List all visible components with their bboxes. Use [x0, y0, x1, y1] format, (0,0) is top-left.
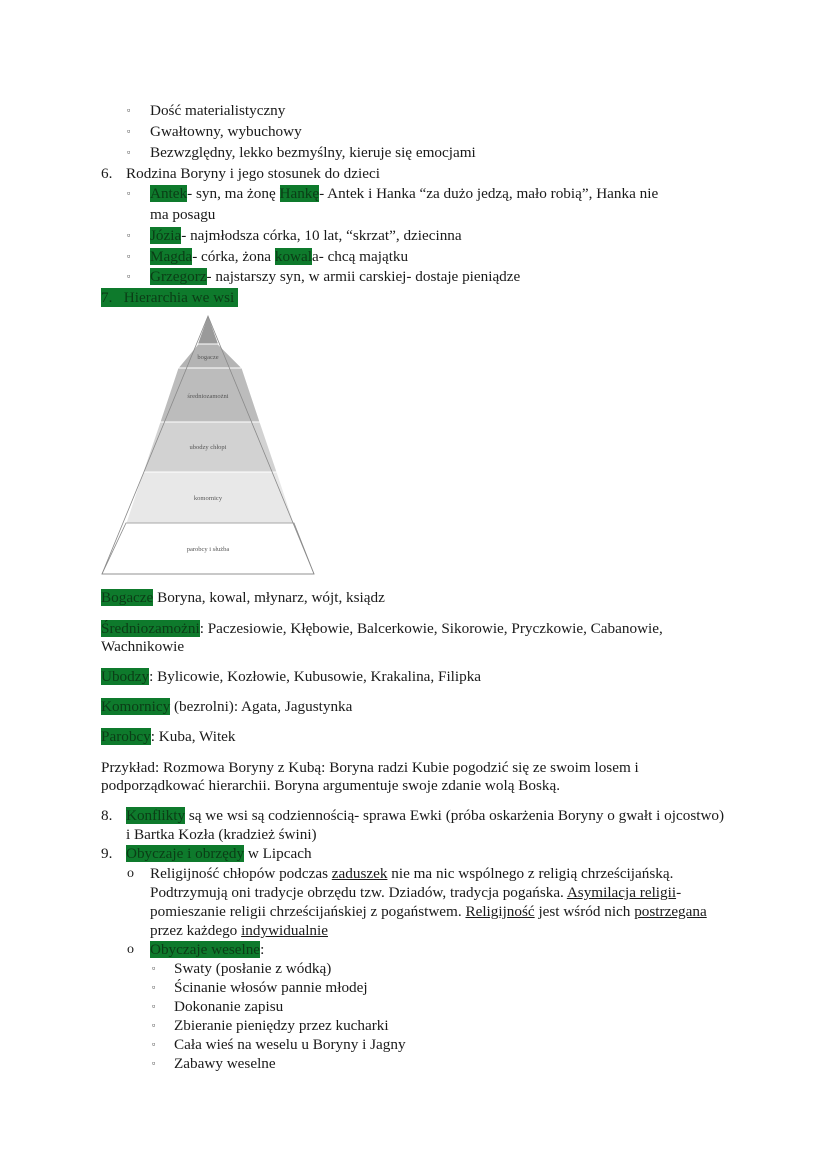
wedding-item: Cała wieś na weselu u Boryny i Jagny: [174, 1036, 406, 1053]
section-number: 6.: [101, 165, 113, 182]
wedding-heading: [150, 940, 264, 959]
family-item-magda: [150, 247, 408, 266]
religion-text: Religijność chłopów podczas: [150, 865, 332, 882]
pyramid-label: średniozamożni: [187, 393, 229, 400]
wedding-item: Dokonanie zapisu: [174, 998, 284, 1015]
highlight-sredniozamozni: Średniozamożni: [101, 620, 200, 637]
underlined-term: Religijność: [465, 903, 535, 920]
highlight-parobcy: Parobcy: [101, 728, 151, 745]
square-bullet-icon: ▫: [152, 1001, 156, 1011]
circle-bullet-icon: o: [127, 942, 134, 957]
highlight-obyczaje: Obyczaje i obrzędy: [126, 845, 245, 862]
highlight-konflikty: Konflikty: [126, 807, 186, 824]
wedding-item: Swaty (posłanie z wódką): [174, 960, 332, 977]
religion-line: [150, 864, 673, 883]
wedding-item: Zbieranie pieniędzy przez kucharki: [174, 1017, 389, 1034]
section-number: 8.: [101, 807, 113, 824]
list-item: Gwałtowny, wybuchowy: [150, 123, 302, 140]
group-text: (bezrolni): Agata, Jagustynka: [170, 698, 353, 715]
group-sredniozamozni: [101, 619, 663, 638]
underlined-term: Asymilacja religii: [566, 884, 677, 901]
group-ubodzy: [101, 667, 481, 686]
group-text: : Bylicowie, Kozłowie, Kubusowie, Krakalina, Filipka: [149, 668, 482, 685]
section-9-text: [126, 844, 312, 863]
section-heading-hierarchy: [101, 288, 238, 307]
square-bullet-icon: ▫: [127, 230, 131, 240]
square-bullet-icon: ▫: [152, 1058, 156, 1068]
magda-text: - córka, żona: [192, 248, 275, 265]
highlight-kowal: kowal: [274, 248, 312, 265]
religion-line: Podtrzymują oni tradycje obrzędu tzw. Dziadów, tradycja pogańska. Asymilacja religii-: [150, 884, 682, 901]
jozia-text: - najmłodsza córka, 10 lat, “skrzat”, dziecinna: [181, 227, 462, 244]
family-item-antek: [150, 184, 658, 203]
square-bullet-icon: ▫: [127, 105, 131, 115]
pyramid-tip: [198, 316, 218, 344]
religion-text: nie ma nic wspólnego z religią chrześcijańską.: [387, 865, 674, 882]
highlight-komornicy: Komornicy: [101, 698, 171, 715]
square-bullet-icon: ▫: [152, 1039, 156, 1049]
antek-text-2: - Antek i Hanka “za dużo jedzą, mało robią”, Hanka nie: [319, 185, 659, 202]
list-item: Dość materialistyczny: [150, 102, 286, 119]
underlined-term: indywidualnie: [241, 922, 328, 939]
section-8-cont: i Bartka Kozła (kradzież świni): [126, 826, 317, 843]
highlight-obyczaje-weselne: Obyczaje weselne: [150, 941, 261, 958]
square-bullet-icon: ▫: [127, 126, 131, 136]
antek-text: - syn, ma żonę: [187, 185, 280, 202]
wedding-item: Ścinanie włosów pannie młodej: [174, 979, 368, 996]
family-item-jozia: [150, 226, 462, 245]
highlight-magda: Magda: [150, 248, 193, 265]
pyramid-label: bogacze: [197, 354, 219, 361]
square-bullet-icon: ▫: [127, 251, 131, 261]
religion-text: pomieszanie religii chrześcijańskiej z pogaństwem.: [150, 903, 466, 920]
hierarchy-pyramid: [100, 314, 316, 576]
religion-line: [150, 902, 707, 921]
underlined-term: zaduszek: [331, 865, 388, 882]
family-item-grzegorz: [150, 267, 520, 286]
religion-text: przez każdego: [150, 922, 242, 939]
section-number: 9.: [101, 845, 113, 862]
pyramid-label: parobcy i służba: [186, 546, 230, 553]
square-bullet-icon: ▫: [127, 188, 131, 198]
group-komornicy: [101, 697, 352, 716]
square-bullet-icon: ▫: [152, 982, 156, 992]
square-bullet-icon: ▫: [152, 963, 156, 973]
highlight-bogacze: Bogacze: [101, 589, 154, 606]
pyramid-label: ubodzy chłopi: [189, 444, 227, 451]
highlight-antek: Antek: [150, 185, 188, 202]
group-text: Boryna, kowal, młynarz, wójt, ksiądz: [153, 589, 385, 606]
group-text: : Kuba, Witek: [150, 728, 236, 745]
group-sredniozamozni-cont: Wachnikowie: [101, 638, 185, 655]
group-text: : Paczesiowie, Kłębowie, Balcerkowie, Sikorowie, Pryczkowie, Cabanowie,: [199, 620, 663, 637]
religion-text: Podtrzymują oni tradycje obrzędu tzw. Dziadów, tradycja pogańska.: [150, 884, 567, 901]
highlight-hanke: Hankę: [279, 185, 320, 202]
square-bullet-icon: ▫: [152, 1020, 156, 1030]
example-line: podporządkować hierarchii. Boryna argumentuje swoje zdanie wolą Boską.: [101, 777, 560, 794]
section-title: Rodzina Boryny i jego stosunek do dzieci: [126, 165, 380, 182]
religion-line: [150, 921, 328, 940]
family-item-antek-cont: ma posagu: [150, 206, 216, 223]
highlight-ubodzy: Ubodzy: [101, 668, 150, 685]
colon: :: [260, 941, 265, 958]
religion-text: jest wśród nich: [534, 903, 635, 920]
s8-text: są we wsi są codziennością- sprawa Ewki (próba oskarżenia Boryny o gwałt i ojcostwo): [185, 807, 725, 824]
highlight-jozia: Józia: [150, 227, 182, 244]
section-8-text: [126, 806, 724, 825]
underlined-term: postrzegana: [634, 903, 707, 920]
section-number: 7.: [101, 289, 113, 306]
group-bogacze: [101, 588, 385, 607]
s9-text: w Lipcach: [244, 845, 312, 862]
square-bullet-icon: ▫: [127, 271, 131, 281]
pyramid-label: komornicy: [193, 495, 223, 502]
grzegorz-text: - najstarszy syn, w armii carskiej- dostaje pieniądze: [206, 268, 521, 285]
section-title: Hierarchia we wsi: [123, 289, 235, 306]
circle-bullet-icon: o: [127, 866, 134, 881]
wedding-item: Zabawy weselne: [174, 1055, 276, 1072]
example-line: Przykład: Rozmowa Boryny z Kubą: Boryna radzi Kubie pogodzić się ze swoim losem i: [101, 759, 639, 776]
list-item: Bezwzględny, lekko bezmyślny, kieruje się emocjami: [150, 144, 476, 161]
magda-text-2: a- chcą majątku: [311, 248, 409, 265]
group-parobcy: [101, 727, 236, 746]
square-bullet-icon: ▫: [127, 147, 131, 157]
highlight-grzegorz: Grzegorz: [150, 268, 207, 285]
